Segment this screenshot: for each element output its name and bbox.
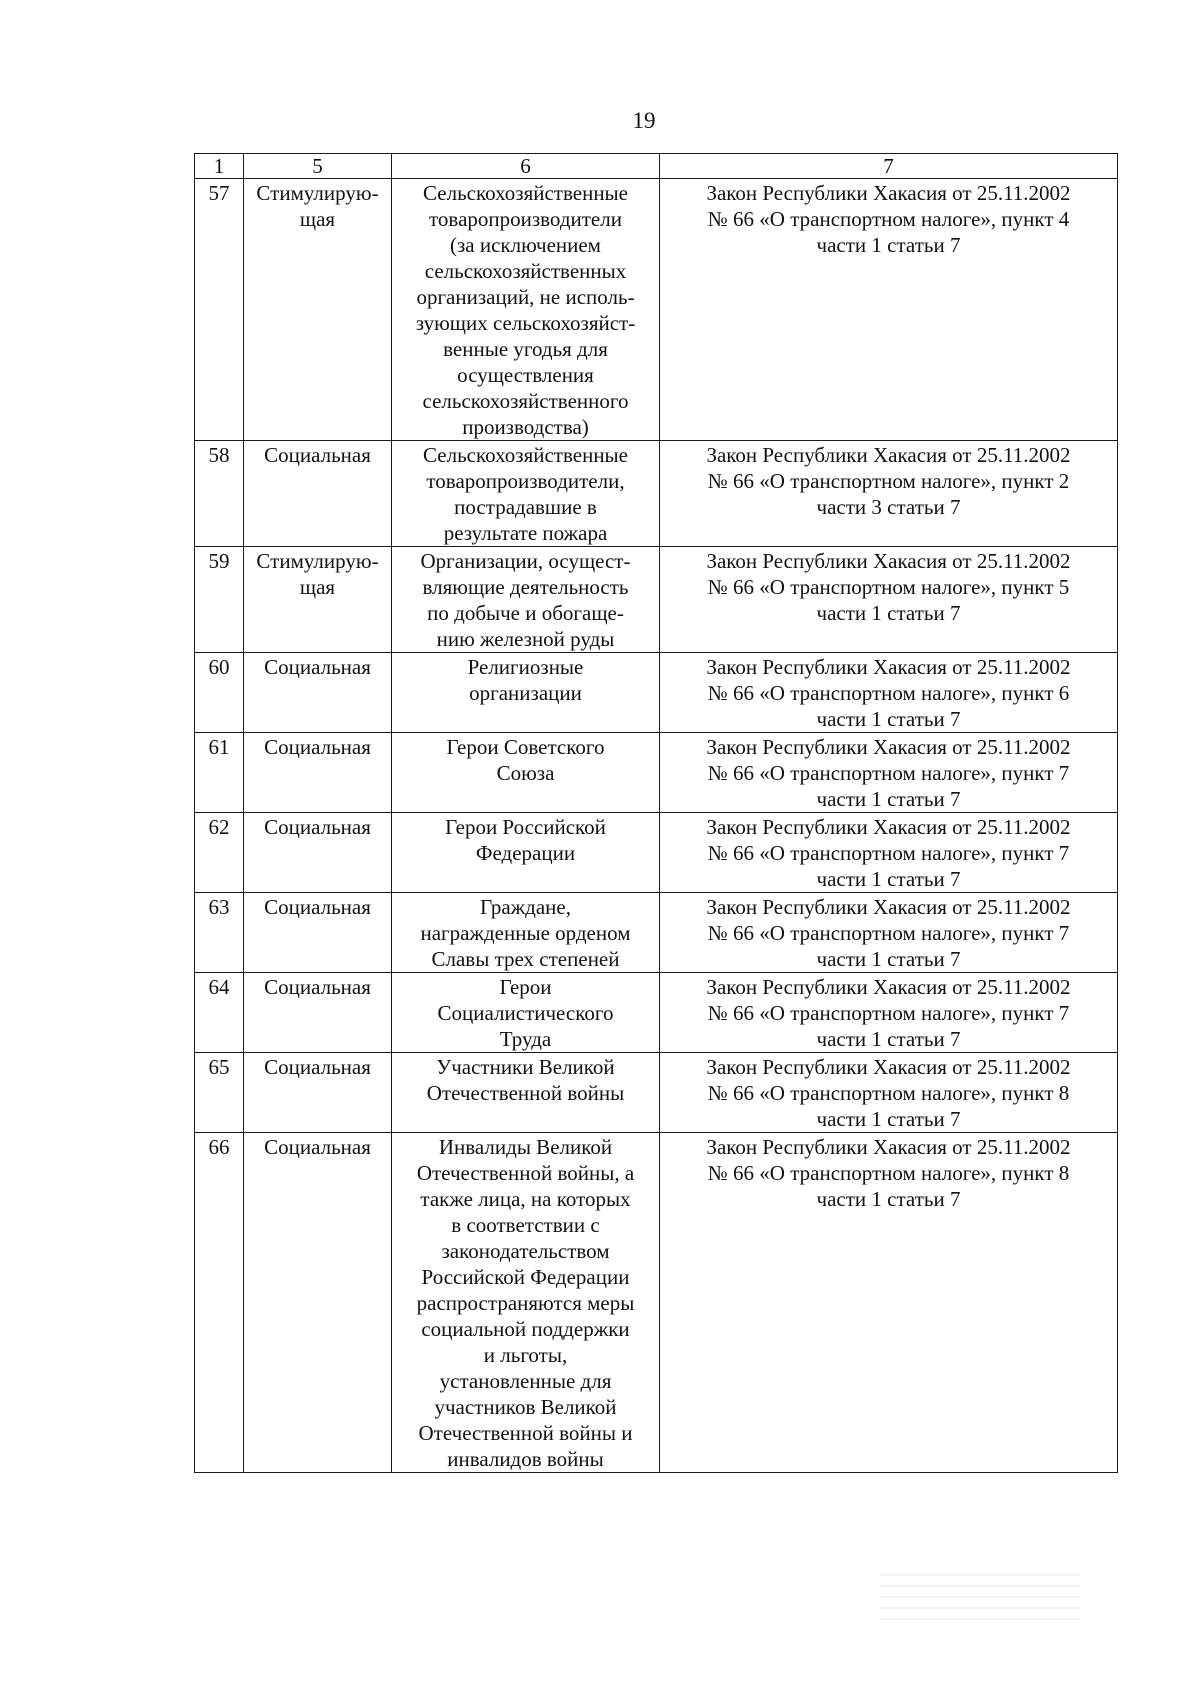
row-number-cell: 65	[195, 1053, 244, 1133]
taxpayer-category-cell: Герои Советского Союза	[392, 733, 660, 813]
taxpayer-category-cell: Организации, осущест- вляющие деятельность по добыче и обогаще- нию железной руды	[392, 547, 660, 653]
taxpayer-category-cell: Граждане, награжденные орденом Славы трех степеней	[392, 893, 660, 973]
row-number-cell: 62	[195, 813, 244, 893]
table-header-row	[195, 154, 1118, 179]
row-number-cell: 58	[195, 441, 244, 547]
row-number-cell: 63	[195, 893, 244, 973]
benefit-type-cell: Социальная	[244, 1053, 392, 1133]
legal-basis-cell: Закон Республики Хакасия от 25.11.2002 № 66 «О транспортном налоге», пункт 8 части 1 статьи 7	[660, 1133, 1118, 1473]
taxpayer-category-cell: Инвалиды Великой Отечественной войны, а также лица, на которых в соответствии с законодательством Российской Федерации распространяются меры социальной поддержки и льготы, установленные для участников Великой Отечественной войны и инвалидов войны	[392, 1133, 660, 1473]
taxpayer-category-cell: Сельскохозяйственные товаропроизводители, пострадавшие в результате пожара	[392, 441, 660, 547]
table-row	[195, 1053, 1118, 1133]
page-number: 19	[632, 108, 656, 133]
table-row	[195, 179, 1118, 441]
benefit-type-cell: Социальная	[244, 733, 392, 813]
benefit-type-cell: Социальная	[244, 1133, 392, 1473]
benefit-type-cell: Социальная	[244, 441, 392, 547]
benefit-type-cell: Стимулирую- щая	[244, 547, 392, 653]
table-row	[195, 813, 1118, 893]
table-row	[195, 733, 1118, 813]
table-row	[195, 547, 1118, 653]
legal-basis-cell: Закон Республики Хакасия от 25.11.2002 № 66 «О транспортном налоге», пункт 7 части 1 статьи 7	[660, 893, 1118, 973]
table-row	[195, 1133, 1118, 1473]
benefit-type-cell: Социальная	[244, 813, 392, 893]
header-cell-column-1: 1	[195, 154, 244, 179]
legal-basis-cell: Закон Республики Хакасия от 25.11.2002 № 66 «О транспортном налоге», пункт 8 части 1 статьи 7	[660, 1053, 1118, 1133]
table-row	[195, 441, 1118, 547]
benefit-type-cell: Социальная	[244, 653, 392, 733]
legal-basis-cell: Закон Республики Хакасия от 25.11.2002 № 66 «О транспортном налоге», пункт 2 части 3 статьи 7	[660, 441, 1118, 547]
legal-basis-cell: Закон Республики Хакасия от 25.11.2002 № 66 «О транспортном налоге», пункт 7 части 1 статьи 7	[660, 813, 1118, 893]
header-cell-column-7: 7	[660, 154, 1118, 179]
legal-basis-cell: Закон Республики Хакасия от 25.11.2002 № 66 «О транспортном налоге», пункт 7 части 1 статьи 7	[660, 973, 1118, 1053]
benefit-type-cell: Социальная	[244, 973, 392, 1053]
row-number-cell: 66	[195, 1133, 244, 1473]
legal-basis-cell: Закон Республики Хакасия от 25.11.2002 № 66 «О транспортном налоге», пункт 7 части 1 статьи 7	[660, 733, 1118, 813]
legal-basis-cell: Закон Республики Хакасия от 25.11.2002 № 66 «О транспортном налоге», пункт 4 части 1 статьи 7	[660, 179, 1118, 441]
table-row	[195, 973, 1118, 1053]
table-row	[195, 653, 1118, 733]
taxpayer-category-cell: Герои Российской Федерации	[392, 813, 660, 893]
tax-benefits-table	[194, 153, 1118, 1473]
row-number-cell: 60	[195, 653, 244, 733]
taxpayer-category-cell: Участники Великой Отечественной войны	[392, 1053, 660, 1133]
scan-artifact	[880, 1565, 1080, 1625]
row-number-cell: 64	[195, 973, 244, 1053]
header-cell-column-6: 6	[392, 154, 660, 179]
row-number-cell: 57	[195, 179, 244, 441]
benefit-type-cell: Стимулирую- щая	[244, 179, 392, 441]
taxpayer-category-cell: Религиозные организации	[392, 653, 660, 733]
row-number-cell: 61	[195, 733, 244, 813]
benefit-type-cell: Социальная	[244, 893, 392, 973]
table-row	[195, 893, 1118, 973]
header-cell-column-5: 5	[244, 154, 392, 179]
taxpayer-category-cell: Герои Социалистического Труда	[392, 973, 660, 1053]
taxpayer-category-cell: Сельскохозяйственные товаропроизводители (за исключением сельскохозяйственных организаций, не исполь- зующих сельскохозяйст- венные угодья для осуществления сельскохозяйственного производства)	[392, 179, 660, 441]
legal-basis-cell: Закон Республики Хакасия от 25.11.2002 № 66 «О транспортном налоге», пункт 5 части 1 статьи 7	[660, 547, 1118, 653]
legal-basis-cell: Закон Республики Хакасия от 25.11.2002 № 66 «О транспортном налоге», пункт 6 части 1 статьи 7	[660, 653, 1118, 733]
table-body	[195, 154, 1118, 1473]
row-number-cell: 59	[195, 547, 244, 653]
